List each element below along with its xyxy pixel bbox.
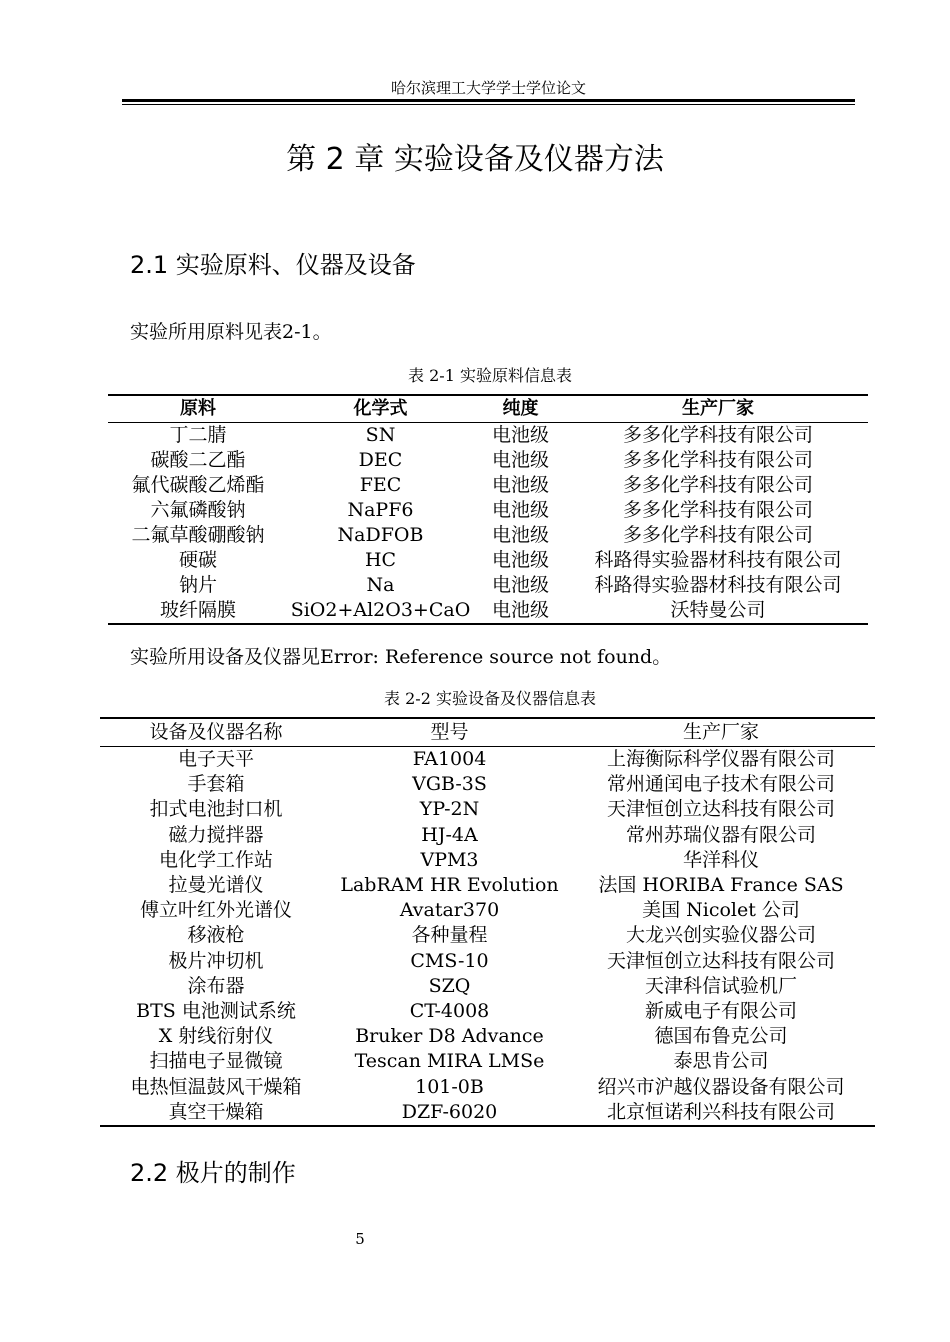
table2-cell: 大龙兴创实验仪器公司 xyxy=(625,924,816,947)
table1-cell: SiO2+Al2O3+CaO xyxy=(290,599,471,621)
table-row xyxy=(100,1049,875,1074)
table-row xyxy=(108,573,868,598)
table-row xyxy=(100,747,875,773)
table-row xyxy=(100,898,875,923)
table1-cell: 电池级 xyxy=(491,549,549,571)
table1-cell: 玻纤隔膜 xyxy=(159,599,236,621)
table1-caption: 表 2-1 实验原料信息表 xyxy=(408,366,572,385)
table-row xyxy=(108,448,868,473)
table2-cell: 拉曼光谱仪 xyxy=(168,874,264,897)
table1-cell: 多多化学科技有限公司 xyxy=(622,449,813,471)
table2-cell: YP-2N xyxy=(419,798,480,821)
table2-cell: CMS-10 xyxy=(410,949,489,972)
table2-cell: 涂布器 xyxy=(187,974,245,997)
table1-cell: 多多化学科技有限公司 xyxy=(622,424,813,446)
table1-header-cell: 原料 xyxy=(108,395,288,423)
table2-cell: 手套箱 xyxy=(187,773,245,796)
table2-cell: 常州苏瑞仪器有限公司 xyxy=(625,823,816,846)
table-row xyxy=(100,848,875,873)
materials-table xyxy=(108,394,868,625)
table2-caption: 表 2-2 实验设备及仪器信息表 xyxy=(384,689,596,708)
table-row xyxy=(100,999,875,1024)
table1-cell: 沃特曼公司 xyxy=(670,599,766,621)
table-row xyxy=(100,823,875,848)
table1-cell: Na xyxy=(366,574,395,596)
header-rule-thin xyxy=(122,104,855,105)
page-number: 5 xyxy=(355,1230,365,1248)
table2-cell: 新威电子有限公司 xyxy=(644,999,797,1022)
table2-cell: 扫描电子显微镜 xyxy=(149,1050,283,1073)
table2-cell: 各种量程 xyxy=(411,924,488,947)
table2-cell: 美国 Nicolet 公司 xyxy=(642,899,800,922)
table1-cell: HC xyxy=(364,549,397,571)
table1-cell: 丁二腈 xyxy=(169,424,227,446)
table2-cell: 移液枪 xyxy=(187,924,245,947)
table-row xyxy=(100,873,875,898)
section-title-2-1: 2.1 实验原料、仪器及设备 xyxy=(130,251,416,279)
table1-cell: 科路得实验器材科技有限公司 xyxy=(594,549,842,571)
table1-cell: 二氟草酸硼酸钠 xyxy=(131,524,265,546)
table2-cell: LabRAM HR Evolution xyxy=(340,874,559,897)
table1-cell: 多多化学科技有限公司 xyxy=(622,474,813,496)
chapter-title: 第 2 章 实验设备及仪器方法 xyxy=(286,142,664,177)
table2-cell: 常州通闰电子技术有限公司 xyxy=(606,773,835,796)
table-row xyxy=(108,473,868,498)
table2-cell: HJ-4A xyxy=(421,823,478,846)
table1-cell: 电池级 xyxy=(491,424,549,446)
table1-cell: 电池级 xyxy=(491,449,549,471)
table2-cell: FA1004 xyxy=(412,748,487,771)
table2-cell: Tescan MIRA LMSe xyxy=(354,1050,545,1073)
table2-cell: SZQ xyxy=(428,974,471,997)
table2-cell: 上海衡际科学仪器有限公司 xyxy=(606,748,835,771)
table2-cell: 华洋科仪 xyxy=(682,848,759,871)
table2-cell: VGB-3S xyxy=(412,773,487,796)
table2-cell: 极片冲切机 xyxy=(168,949,264,972)
table2-cell: 电热恒温鼓风干燥箱 xyxy=(130,1075,302,1098)
table-row xyxy=(100,772,875,797)
table2-cell: 德国布鲁克公司 xyxy=(654,1025,788,1048)
table2-cell: 天津恒创立达科技有限公司 xyxy=(606,798,835,821)
table2-cell: X 射线衍射仪 xyxy=(158,1025,274,1048)
table2-cell: 电子天平 xyxy=(177,748,254,771)
table1-cell: 硬碳 xyxy=(178,549,217,571)
header-rule-thick xyxy=(122,99,855,102)
table2-cell: BTS 电池测试系统 xyxy=(136,999,296,1022)
table-row xyxy=(108,548,868,573)
table-row xyxy=(108,498,868,523)
equipment-table xyxy=(100,717,875,1127)
table2-cell: 101-0B xyxy=(415,1075,484,1098)
table-row xyxy=(100,1024,875,1049)
table1-cell: DEC xyxy=(358,449,403,471)
table1-cell: 电池级 xyxy=(491,599,549,621)
table1-cell: 电池级 xyxy=(491,499,549,521)
table1-header-cell: 化学式 xyxy=(288,395,473,423)
table1-cell: SN xyxy=(365,424,396,446)
table-row xyxy=(100,923,875,948)
table-row xyxy=(100,1100,875,1126)
table1-cell: 电池级 xyxy=(491,474,549,496)
table1-cell: 氟代碳酸乙烯酯 xyxy=(131,474,265,496)
table1-cell: 多多化学科技有限公司 xyxy=(622,524,813,546)
table2-header-cell: 型号 xyxy=(332,718,567,747)
table2-header-cell: 设备及仪器名称 xyxy=(100,718,332,747)
table1-cell: 电池级 xyxy=(491,524,549,546)
table1-cell: 多多化学科技有限公司 xyxy=(622,499,813,521)
table1-cell: 科路得实验器材科技有限公司 xyxy=(594,574,842,596)
table-row xyxy=(100,974,875,999)
table2-cell: 绍兴市沪越仪器设备有限公司 xyxy=(597,1075,845,1098)
table1-cell: NaDFOB xyxy=(337,524,424,546)
table2-cell: 扣式电池封口机 xyxy=(149,798,283,821)
table2-cell: 法国 HORIBA France SAS xyxy=(598,874,844,897)
table2-cell: Avatar370 xyxy=(399,899,500,922)
table1-header-cell: 纯度 xyxy=(473,395,568,423)
table2-cell: 天津科信试验机厂 xyxy=(644,974,797,997)
table1-cell: FEC xyxy=(359,474,402,496)
table-row xyxy=(108,423,868,449)
table1-cell: 钠片 xyxy=(178,574,217,596)
table1-cell: 六氟磷酸钠 xyxy=(150,499,246,521)
table-row xyxy=(100,797,875,822)
table1-cell: 碳酸二乙酯 xyxy=(150,449,246,471)
section-title-2-2: 2.2 极片的制作 xyxy=(130,1159,296,1187)
table-row xyxy=(108,523,868,548)
table2-cell: Bruker D8 Advance xyxy=(355,1025,544,1048)
table2-cell: 磁力搅拌器 xyxy=(168,823,264,846)
table2-header-cell: 生产厂家 xyxy=(567,718,875,747)
running-header: 哈尔滨理工大学学士学位论文 xyxy=(390,79,586,97)
table-row xyxy=(100,949,875,974)
table2-cell: 天津恒创立达科技有限公司 xyxy=(606,949,835,972)
table2-cell: 北京恒诺利兴科技有限公司 xyxy=(606,1100,835,1123)
table2-cell: 电化学工作站 xyxy=(158,848,273,871)
table2-cell: 泰思肯公司 xyxy=(673,1050,769,1073)
table-row xyxy=(108,598,868,624)
table2-cell: CT-4008 xyxy=(409,999,490,1022)
table2-cell: 傅立叶红外光谱仪 xyxy=(139,899,292,922)
table2-cell: DZF-6020 xyxy=(401,1100,498,1123)
table1-cell: NaPF6 xyxy=(347,499,414,521)
paragraph-materials-intro: 实验所用原料见表2-1。 xyxy=(130,321,332,343)
table1-cell: 电池级 xyxy=(491,574,549,596)
table2-cell: VPM3 xyxy=(420,848,479,871)
table2-cell: 真空干燥箱 xyxy=(168,1100,264,1123)
table-row xyxy=(100,1074,875,1099)
paragraph-equipment-intro: 实验所用设备及仪器见Error: Reference source not found。 xyxy=(130,646,672,668)
table1-header-cell: 生产厂家 xyxy=(568,395,868,423)
